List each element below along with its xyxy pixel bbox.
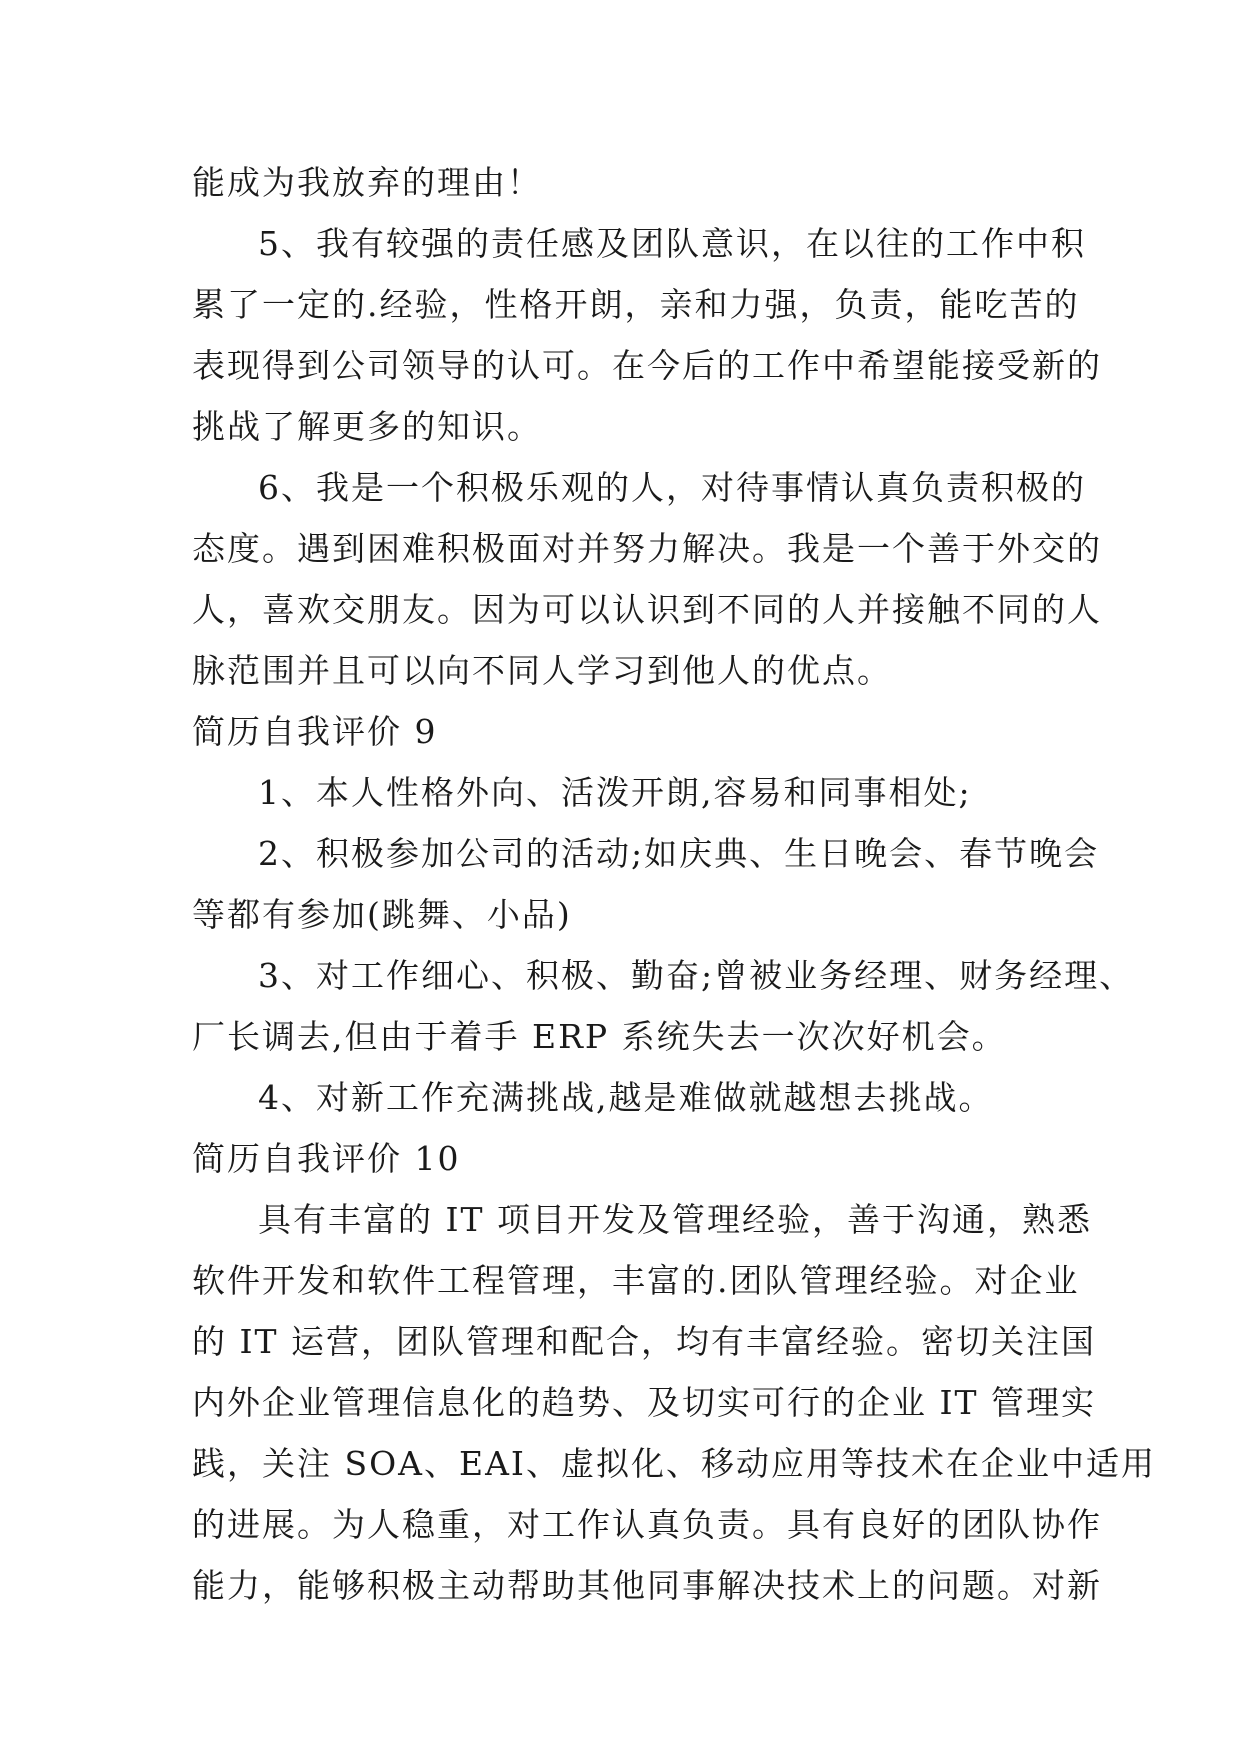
paragraph-line: 挑战了解更多的知识。: [192, 407, 542, 446]
paragraph-line: 脉范围并且可以向不同人学习到他人的优点。: [192, 651, 892, 690]
paragraph-line: 1、本人性格外向、活泼开朗,容易和同事相处;: [258, 773, 972, 812]
paragraph-line: 厂长调去,但由于着手 ERP 系统失去一次次好机会。: [192, 1017, 1007, 1056]
section-heading: 简历自我评价 10: [192, 1139, 461, 1178]
paragraph-line: 等都有参加(跳舞、小品): [192, 895, 572, 934]
paragraph-line: 的 IT 运营，团队管理和配合，均有丰富经验。密切关注国: [192, 1322, 1097, 1361]
paragraph-line: 4、对新工作充满挑战,越是难做就越想去挑战。: [258, 1078, 994, 1117]
paragraph-line: 的进展。为人稳重，对工作认真负责。具有良好的团队协作: [192, 1505, 1102, 1544]
paragraph-line: 内外企业管理信息化的趋势、及切实可行的企业 IT 管理实: [192, 1383, 1097, 1422]
paragraph-line: 软件开发和软件工程管理，丰富的.团队管理经验。对企业: [192, 1261, 1080, 1300]
paragraph-line: 3、对工作细心、积极、勤奋;曾被业务经理、财务经理、: [258, 956, 1135, 995]
paragraph-line: 具有丰富的 IT 项目开发及管理经验，善于沟通，熟悉: [258, 1200, 1093, 1239]
paragraph-line: 践，关注 SOA、EAI、虚拟化、移动应用等技术在企业中适用: [192, 1444, 1156, 1483]
paragraph-line: 人，喜欢交朋友。因为可以认识到不同的人并接触不同的人: [192, 590, 1102, 629]
paragraph-line: 态度。遇到困难积极面对并努力解决。我是一个善于外交的: [192, 529, 1102, 568]
paragraph-line: 2、积极参加公司的活动;如庆典、生日晚会、春节晚会: [258, 834, 1100, 873]
paragraph-line: 6、我是一个积极乐观的人，对待事情认真负责积极的: [258, 468, 1086, 507]
paragraph-line: 能力，能够积极主动帮助其他同事解决技术上的问题。对新: [192, 1566, 1102, 1605]
paragraph-line: 5、我有较强的责任感及团队意识，在以往的工作中积: [258, 224, 1086, 263]
paragraph-line: 表现得到公司领导的认可。在今后的工作中希望能接受新的: [192, 346, 1102, 385]
section-heading: 简历自我评价 9: [192, 712, 438, 751]
document-body: [192, 152, 1156, 1616]
paragraph-line: 能成为我放弃的理由！: [192, 163, 542, 202]
paragraph-line: 累了一定的.经验，性格开朗，亲和力强，负责，能吃苦的: [192, 285, 1080, 324]
